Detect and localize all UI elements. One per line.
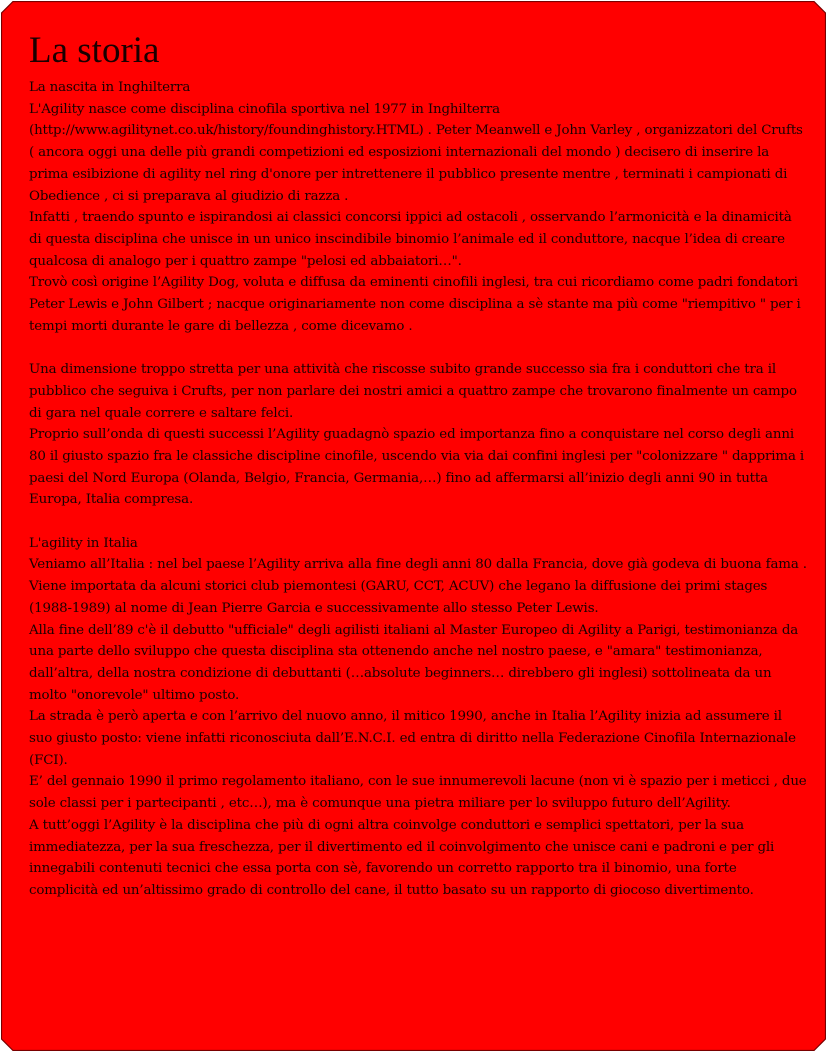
paragraph-spacer <box>29 511 807 533</box>
paragraph: Alla fine dell’89 c'è il debutto "ufficiale" degli agilisti italiani al Master Europeo di Agility a Parigi, testimonianza da una parte dello sviluppo che questa disciplina sta ottenendo anche nel nostro paese, e "amara" testimonianza, dall’altra, della nostra condizione di debuttanti (…absolute beginners… direbbero gli inglesi) sottolineata da un molto "onorevole" ultimo posto. <box>29 622 799 703</box>
paragraph: La strada è però aperta e con l’arrivo del nuovo anno, il mitico 1990, anche in Italia l’Agility inizia ad assumere il suo giusto posto: viene infatti riconosciuta dall’E.N.C.I. ed entra di diritto nella Federazione Cinofila Internazionale (FCI). <box>29 709 796 768</box>
paragraph: E’ del gennaio 1990 il primo regolamento italiano, con le sue innumerevoli lacune (non vi è spazio per i meticci , due sole classi per i partecipanti , etc…), ma è comunque una pietra miliare per lo sviluppo futuro dell’Agility. <box>29 774 807 812</box>
paragraph: Trovò così origine l’Agility Dog, voluta e diffusa da eminenti cinofili inglesi, tra cui ricordiamo come padri fondatori Peter Lewis e John Gilbert ; nacque originariamente non come disciplina a sè stante ma più come "riempitivo " per i tempi morti durante le gare di bellezza , come dicevamo . <box>29 275 801 334</box>
paragraph: L'Agility nasce come disciplina cinofila sportiva nel 1977 in Inghilterra (http://www.agilitynet.co.uk/history/foundinghistory.HTML) . Peter Meanwell e John Varley , organizzatori del Crufts ( ancora oggi una delle più grandi competizioni ed esposizioni internazionali del mondo ) decisero di inserire la prima esibizione di agility nel ring d'onore per intrettenere il pubblico presente mentre , terminati i campionati di Obedience , ci si preparava al giudizio di razza . <box>29 101 803 204</box>
paragraph: Infatti , traendo spunto e ispirandosi ai classici concorsi ippici ad ostacoli , osservando l’armonicità e la dinamicità di questa disciplina che unisce in un unico inscindibile binomio l’animale ed il conduttore, nacque l’idea di creare qualcosa di analogo per i quattro zampe "pelosi ed abbaiatori…". <box>29 210 792 269</box>
article <box>29 29 807 902</box>
paragraph-spacer <box>29 337 807 359</box>
page-title: La storia <box>29 30 160 71</box>
paragraph: Una dimensione troppo stretta per una attività che riscosse subito grande successo sia fra i conduttori che tra il pubblico che seguiva i Crufts, per non parlare dei nostri amici a quattro zampe che trovarono finalmente un campo di gara nel quale correre e saltare felci. <box>29 362 797 421</box>
history-panel <box>1 1 826 1051</box>
paragraph: Proprio sull’onda di questi successi l’Agility guadagnò spazio ed importanza fino a conquistare nel corso degli anni 80 il giusto spazio fra le classiche discipline cinofile, uscendo via via dai confini inglesi per "colonizzare " dapprima i paesi del Nord Europa (Olanda, Belgio, Francia, Germania,…) fino ad affermarsi all’inizio degli anni 90 in tutta Europa, Italia compresa. <box>29 427 805 508</box>
section-heading: La nascita in Inghilterra <box>29 80 191 95</box>
section-heading: L'agility in Italia <box>29 535 138 551</box>
article-body <box>29 77 807 902</box>
paragraph: Veniamo all’Italia : nel bel paese l’Agility arriva alla fine degli anni 80 dalla Francia, dove già godeva di buona fama . Viene importata da alcuni storici club piemontesi (GARU, CCT, ACUV) che legano la diffusione dei primi stages (1988-1989) al nome di Jean Pierre Garcia e successivamente allo stesso Peter Lewis. <box>29 557 807 616</box>
paragraph: A tutt’oggi l’Agility è la disciplina che più di ogni altra coinvolge conduttori e semplici spettatori, per la sua immediatezza, per la sua freschezza, per il divertimento ed il coinvolgimento che unisce cani e padroni e per gli innegabili contenuti tecnici che essa porta con sè, favorendo un corretto rapporto tra il binomio, una forte complicità ed un’altissimo grado di controllo del cane, il tutto basato su un rapporto di giocoso divertimento. <box>29 817 775 898</box>
